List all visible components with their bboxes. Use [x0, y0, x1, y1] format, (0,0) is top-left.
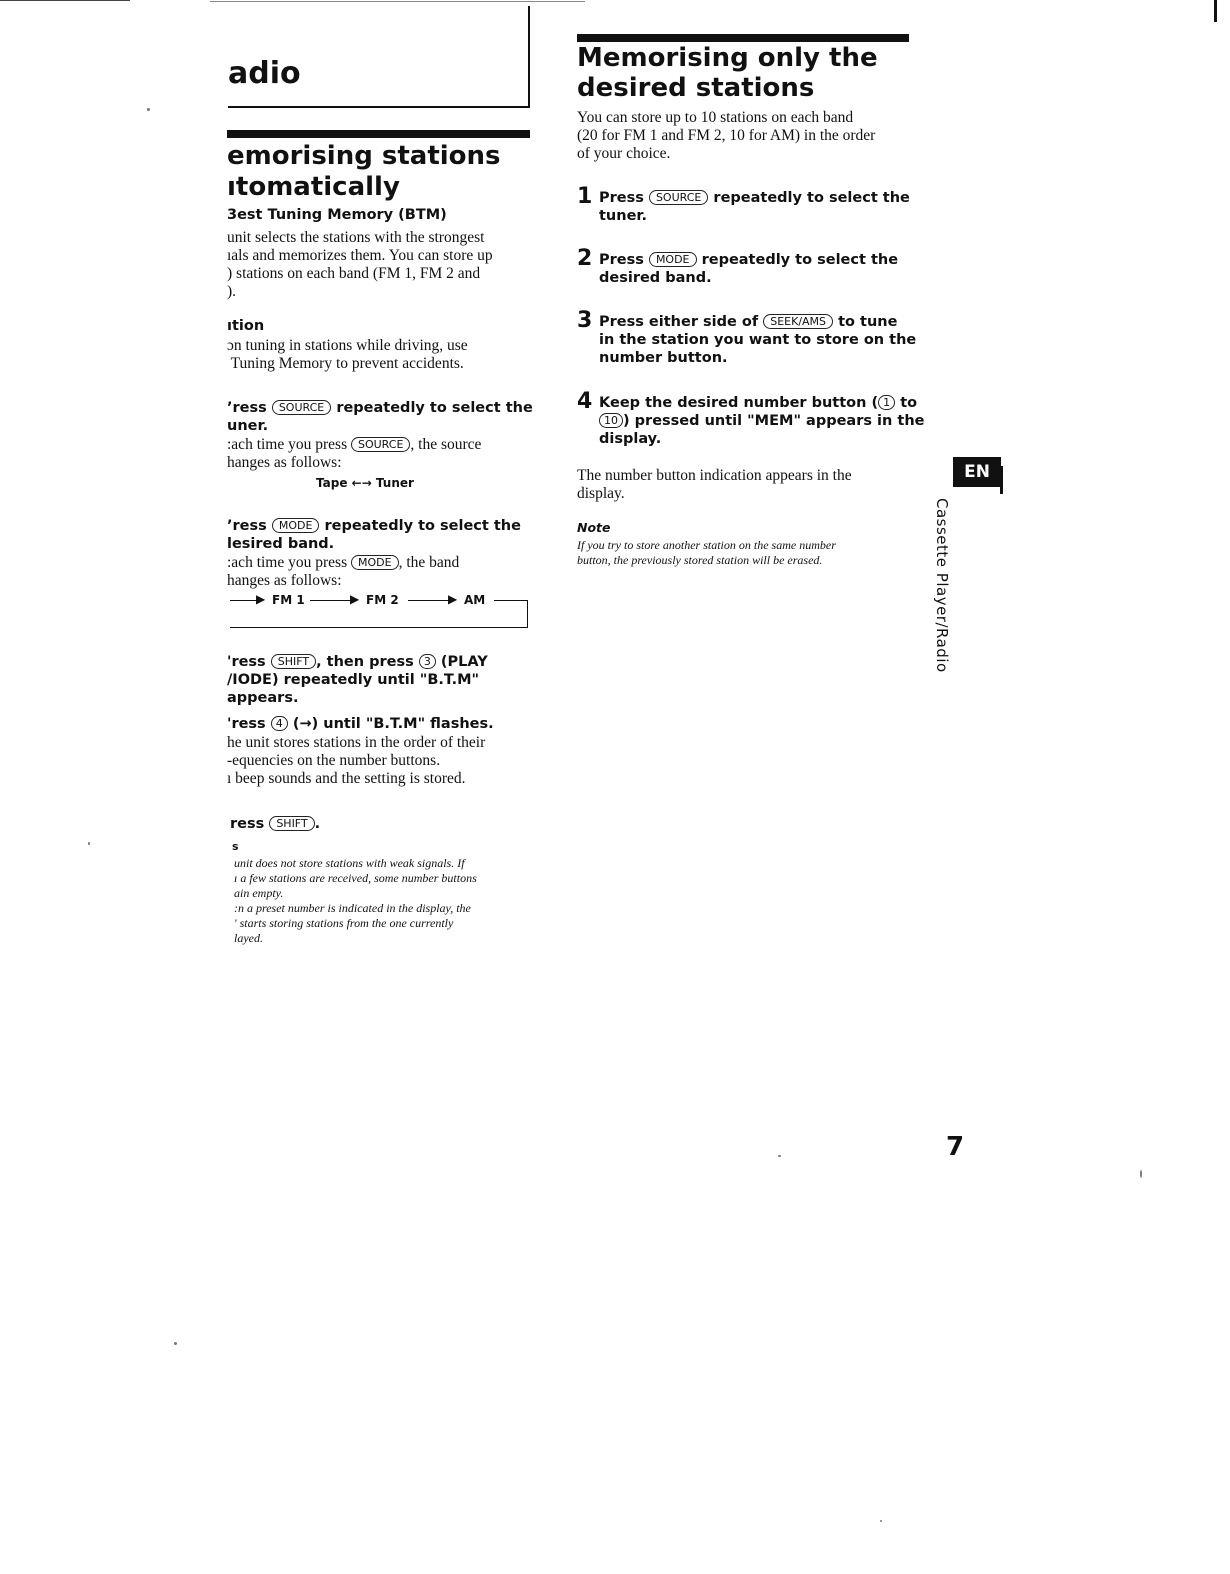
right-step1 — [599, 189, 919, 225]
scan-speck — [174, 1342, 177, 1345]
note-right — [577, 538, 917, 568]
subtitle-btm: 3est Tuning Memory (BTM) — [227, 207, 447, 223]
left-step5-heading — [230, 815, 530, 833]
flow-return-line — [527, 600, 528, 628]
left-step3-mid: , then press — [316, 654, 414, 670]
top-right-edge-mark — [1214, 0, 1217, 22]
section-title-right-line1: Memorising only the — [577, 43, 878, 73]
caution-text — [227, 337, 527, 373]
intro-line: of your choice. — [577, 145, 671, 162]
left-step5-pre: ress — [230, 816, 265, 832]
language-badge: EN — [953, 457, 1001, 487]
intro-line: ıals and memorizes them. You can store up — [227, 247, 493, 264]
scan-speck — [778, 1155, 781, 1157]
left-step1-post: repeatedly to select the — [336, 400, 533, 416]
mode-button-label: MODE — [649, 252, 697, 267]
number-1-button-label: 1 — [878, 395, 895, 410]
scan-speck — [147, 108, 150, 111]
top-scan-line — [210, 1, 585, 2]
scan-speck — [880, 1520, 882, 1522]
step-number: 1 — [577, 184, 593, 209]
scan-speck — [1140, 1170, 1142, 1178]
note-line: ı a few stations are received, some number buttons — [234, 871, 477, 885]
intro-line: unit selects the stations with the strongest — [227, 229, 485, 246]
result-text — [577, 467, 917, 503]
band-am: AM — [464, 593, 486, 607]
title-box-right-border — [528, 6, 530, 108]
left-step4-desc-line: ı beep sounds and the setting is stored. — [227, 770, 466, 787]
page-number: 7 — [946, 1132, 965, 1162]
step-number: 4 — [577, 389, 593, 414]
number-3-button-label: 3 — [419, 654, 436, 669]
left-step3-pre: 'ress — [227, 654, 266, 670]
left-step1-desc-post: , the source — [410, 436, 482, 453]
mode-button-label: MODE — [351, 555, 399, 570]
left-step4-heading — [227, 715, 547, 733]
right-step1-line2: tuner. — [599, 208, 648, 224]
flow-arrow-line — [408, 600, 450, 601]
left-step4-pre: 'ress — [227, 716, 266, 732]
caution-heading: ıtion — [227, 318, 265, 334]
right-step2 — [599, 251, 919, 287]
note-heading-right: Note — [577, 520, 611, 535]
sidebar-vertical-label: Cassette Player/Radio — [933, 498, 951, 673]
left-step2-desc-line2: hanges as follows: — [227, 572, 342, 589]
flow-return-line — [230, 627, 528, 628]
section-rule-left — [227, 130, 530, 138]
flow-arrowhead-icon: ▶ — [350, 592, 360, 606]
step-number: 2 — [577, 246, 593, 271]
note-line: If you try to store another station on the same number — [577, 538, 836, 552]
right-step3-post: to tune — [838, 314, 898, 330]
section-title-right-line2: desired stations — [577, 73, 815, 103]
left-step1-heading — [227, 399, 537, 435]
left-step3-post: (PLAY — [440, 654, 488, 670]
right-step3-line2: in the station you want to store on the — [599, 332, 917, 348]
result-line: The number button indication appears in the — [577, 467, 852, 484]
left-step4-post: (→) until "B.T.M" flashes. — [292, 716, 494, 732]
right-step2-pre: Press — [599, 252, 644, 268]
scan-speck — [88, 842, 90, 845]
left-step1-line2: uner. — [227, 418, 269, 434]
flow-arrowhead-icon: ▶ — [448, 592, 458, 606]
section-rule-right — [577, 34, 909, 42]
note-line: button, the previously stored station will be erased. — [577, 553, 823, 567]
left-step2-line2: lesired band. — [227, 536, 335, 552]
left-step4-desc-line: -equencies on the number buttons. — [227, 752, 441, 769]
flow-arrow-line — [310, 600, 352, 601]
intro-line: ) stations on each band (FM 1, FM 2 and — [227, 265, 481, 282]
top-scan-line-left — [0, 0, 130, 1]
left-step1-pre: ʼress — [227, 400, 267, 416]
left-step2-desc-pre: :ach time you press — [227, 554, 348, 571]
caution-line: Tuning Memory to prevent accidents. — [227, 355, 464, 372]
left-step2-heading — [227, 517, 537, 553]
right-step4-line3: display. — [599, 431, 662, 447]
note-line: unit does not store stations with weak signals. If — [234, 856, 465, 870]
intro-line: (20 for FM 1 and FM 2, 10 for AM) in the order — [577, 127, 876, 144]
left-step5-post: . — [314, 816, 321, 832]
left-step2-desc-post: , the band — [398, 554, 460, 571]
intro-right — [577, 109, 917, 163]
right-step1-pre: Press — [599, 190, 644, 206]
right-step4-line2: ) pressed until "MEM" appears in the — [623, 413, 925, 429]
left-step2-post: repeatedly to select the — [324, 518, 521, 534]
page-title-left: adio — [228, 56, 301, 91]
number-10-button-label: 10 — [599, 413, 623, 428]
left-step1-desc-line2: hanges as follows: — [227, 454, 342, 471]
source-flow: Tape ←→ Tuner — [316, 476, 414, 490]
source-button-label: SOURCE — [649, 190, 708, 205]
flow-arrow-line — [230, 600, 258, 601]
intro-line: You can store up to 10 stations on each band — [577, 109, 854, 126]
band-fm1: FM 1 — [272, 593, 305, 607]
shift-button-label: SHIFT — [271, 654, 316, 669]
left-step1-desc — [227, 436, 537, 472]
right-step4 — [599, 394, 929, 448]
section-title-left-line1: emorising stations — [227, 141, 501, 171]
result-line: display. — [577, 485, 625, 502]
right-step4-post: to — [900, 395, 918, 411]
seek-ams-button-label: SEEK/AMS — [763, 314, 833, 329]
right-step2-line2: desired band. — [599, 270, 712, 286]
section-title-left-line2: ıtomatically — [227, 172, 400, 202]
right-step4-pre: Keep the desired number button ( — [599, 395, 879, 411]
note-line: layed. — [234, 931, 263, 945]
shift-button-label: SHIFT — [269, 816, 314, 831]
left-step4-desc-line: he unit stores stations in the order of their — [227, 734, 486, 751]
note-line: ain empty. — [234, 886, 284, 900]
source-button-label: SOURCE — [351, 437, 410, 452]
flow-arrowhead-icon: ▶ — [256, 592, 266, 606]
title-box-bottom-border — [228, 106, 530, 108]
right-step3-pre: Press either side of — [599, 314, 759, 330]
source-button-label: SOURCE — [272, 400, 331, 415]
number-4-button-label: 4 — [271, 716, 288, 731]
band-fm2: FM 2 — [366, 593, 399, 607]
left-step2-pre: ʼress — [227, 518, 267, 534]
note-line: :n a preset number is indicated in the display, the — [234, 901, 471, 915]
right-step1-post: repeatedly to select the — [713, 190, 910, 206]
notes-left — [234, 856, 534, 946]
step-number: 3 — [577, 308, 593, 333]
caution-line: ɔn tuning in stations while driving, use — [227, 337, 468, 354]
right-step3-line3: number button. — [599, 350, 728, 366]
note-line: ' starts storing stations from the one currently — [234, 916, 454, 930]
left-step2-desc — [227, 554, 537, 590]
notes-heading-left: s — [232, 840, 239, 853]
intro-left — [227, 229, 527, 301]
left-step1-desc-pre: :ach time you press — [227, 436, 348, 453]
left-step3-line2: /IODE) repeatedly until "B.T.M" appears. — [227, 672, 480, 706]
badge-tick — [1000, 466, 1003, 494]
left-step4-desc — [227, 734, 537, 788]
right-step3 — [599, 313, 919, 367]
mode-button-label: MODE — [272, 518, 320, 533]
left-step3-heading — [227, 653, 547, 707]
flow-return-line — [494, 600, 528, 601]
intro-line: ). — [227, 283, 237, 300]
right-step2-post: repeatedly to select the — [701, 252, 899, 268]
